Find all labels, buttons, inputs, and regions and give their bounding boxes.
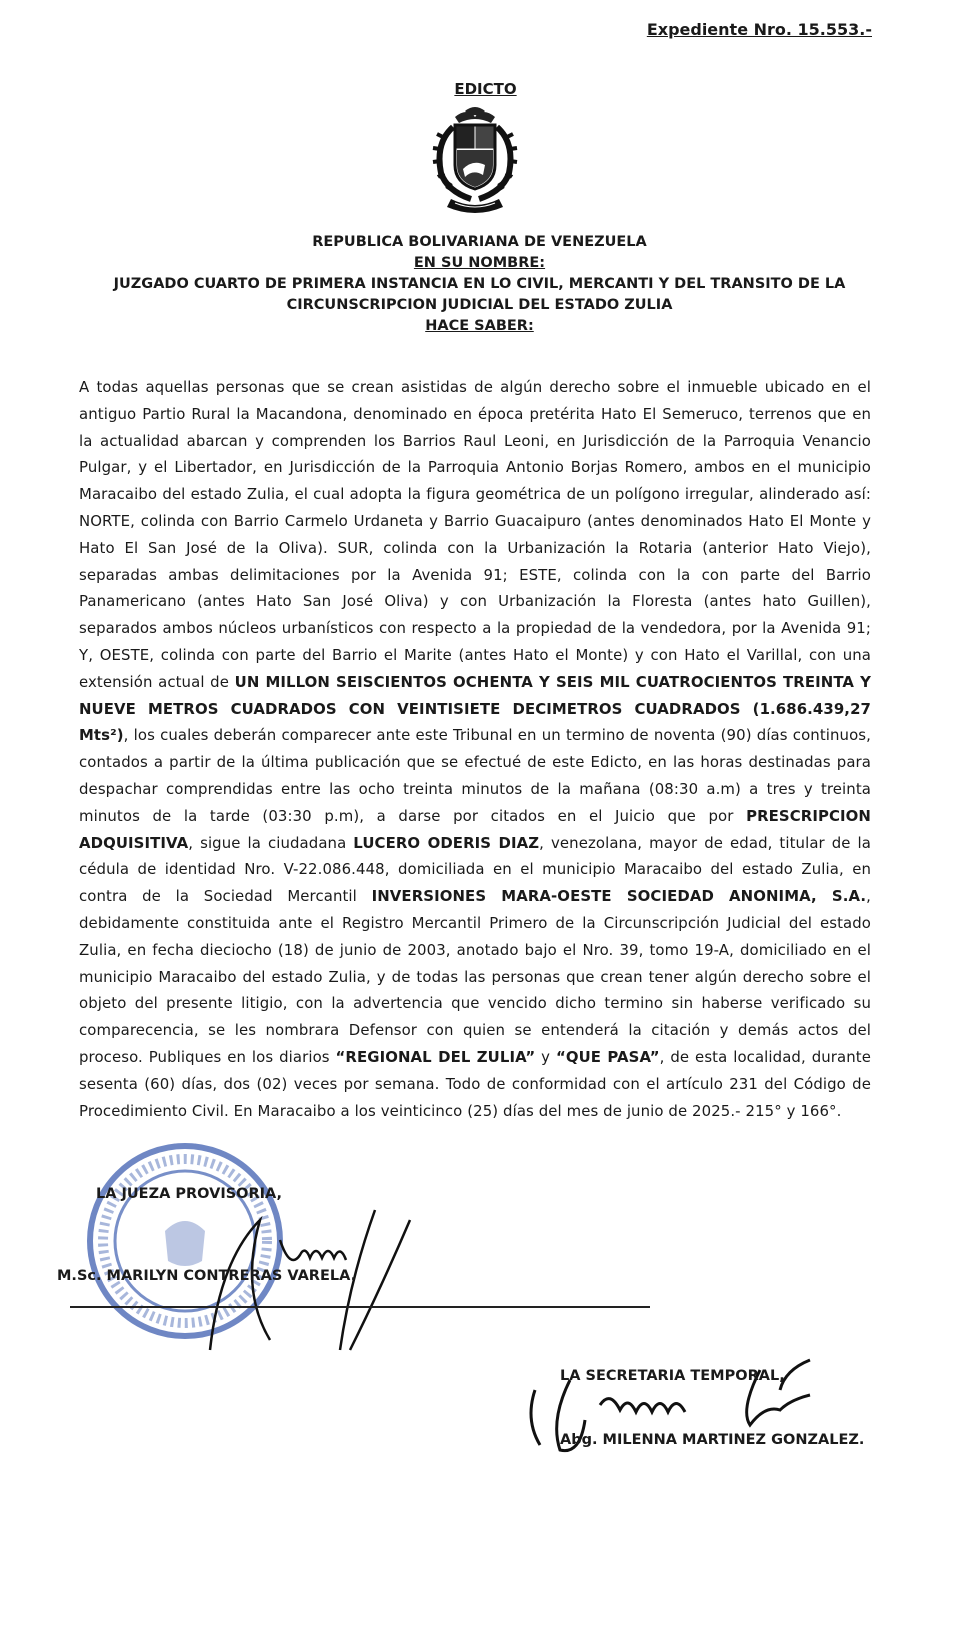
header-jurisdiction: CIRCUNSCRIPCION JUDICIAL DEL ESTADO ZULIA [286, 297, 673, 313]
document-title: EDICTO [454, 80, 517, 98]
document-header [60, 232, 899, 337]
body-text-segment: , venezolana, mayor de edad, titular de la cédula de identidad Nro. V-22.086.448, domiciliada en el municipio Maracaibo del estado Zulia, en contra de la Sociedad Mercantil [79, 833, 871, 906]
body-text-segment: , de esta localidad, durante sesenta (60) días, dos (02) veces por semana. Todo de conformidad con el artículo 231 del Código de Procedimiento Civil. En Maracaibo a los veinticinco (25) días del mes de junio de 2025.- 215° y 166°. [79, 1047, 871, 1120]
body-bold-newspaper-1: “REGIONAL DEL ZULIA” [335, 1047, 536, 1066]
signature-line [70, 1306, 650, 1308]
body-bold-newspaper-2: “QUE PASA” [555, 1047, 660, 1066]
header-republic: REPUBLICA BOLIVARIANA DE VENEZUELA [312, 234, 647, 250]
case-number: Expediente Nro. 15.553.- [646, 20, 872, 39]
body-bold-defendant: INVERSIONES MARA-OESTE SOCIEDAD ANONIMA, S.A. [371, 887, 867, 906]
edict-body [79, 374, 871, 1124]
body-bold-case-type: PRESCRIPCION ADQUISITIVA [79, 806, 871, 852]
body-text-segment: , debidamente constituida ante el Registro Mercantil Primero de la Circunscripción Judicial del estado Zulia, en fecha dieciocho (18) de junio de 2003, anotado bajo el Nro. 39, tomo 19-A, domiciliado en el municipio Maracaibo del estado Zulia, y de todas las personas que crean tener algún derecho sobre el objeto del presente litigio, con la advertencia que vencido dicho termino sin haberse verificado su comparecencia, se les nombrara Defensor con quien se entenderá la citación y demás actos del proceso. Publiques en los diarios [79, 887, 871, 1066]
body-text-segment: y [535, 1047, 556, 1066]
header-court: JUZGADO CUARTO DE PRIMERA INSTANCIA EN LO CIVIL, MERCANTI Y DEL TRANSITO DE LA [113, 276, 846, 292]
header-hace-saber: HACE SABER: [425, 318, 534, 334]
body-text-segment: , los cuales deberán comparecer ante este Tribunal en un termino de noventa (90) días continuos, contados a partir de la última publicación que se efectué de este Edicto, en las horas destinadas para despachar comprendidas entre las ocho treinta minutos de la mañana (08:30 a.m) a tres y treinta minutos de la tarde (03:30 p.m), a darse por citados en el Juicio que por [79, 726, 871, 825]
judge-name: M.Sc. MARILYN CONTRERAS VARELA. [57, 1268, 357, 1284]
secretary-title: LA SECRETARIA TEMPORAL, [560, 1368, 785, 1384]
venezuela-coat-of-arms-icon [425, 103, 525, 215]
header-in-name: EN SU NOMBRE: [413, 255, 546, 271]
body-bold-plaintiff: LUCERO ODERIS DIAZ [353, 833, 540, 852]
body-text-segment: , sigue la ciudadana [188, 833, 354, 852]
body-text-segment: A todas aquellas personas que se crean asistidas de algún derecho sobre el inmueble ubicado en el antiguo Partio Rural la Macandona, denominado en época pretérita Hato El Semeruco, terrenos que en la actualidad abarcan y comprenden los Barrios Raul Leoni, en Jurisdicción de la Parroquia Venancio Pulgar, y el Libertador, en Jurisdicción de la Parroquia Antonio Borjas Romero, ambos en el municipio Maracaibo del estado Zulia, el cual adopta la figura geométrica de un polígono irregular, alinderado así: NORTE, colinda con Barrio Carmelo Urdaneta y Barrio Guacaipuro (antes denominados Hato El Monte y Hato El San José de la Oliva). SUR, colinda con la Urbanización la Rotaria (anterior Hato Viejo), separadas ambas delimitaciones por la Avenida 91; ESTE, colinda con la con parte del Barrio Panamericano (antes Hato San José Oliva) y con Urbanización la Floresta (antes hato Guillen), separados ambos núcleos urbanísticos con respecto a la propiedad de la vendedora, por la Avenida 91; Y, OESTE, colinda con parte del Barrio el Marite (antes Hato el Monte) y con Hato el Varillal, con una extensión actual de [79, 378, 871, 691]
secretary-name: Abg. MILENNA MARTINEZ GONZALEZ. [560, 1432, 865, 1448]
judge-title: LA JUEZA PROVISORIA, [96, 1186, 283, 1202]
body-bold-area: UN MILLON SEISCIENTOS OCHENTA Y SEIS MIL CUATROCIENTOS TREINTA Y NUEVE METROS CUADRADOS CON VEINTISIETE DECIMETROS CUADRADOS (1.686.439,27 Mts²) [79, 672, 871, 745]
